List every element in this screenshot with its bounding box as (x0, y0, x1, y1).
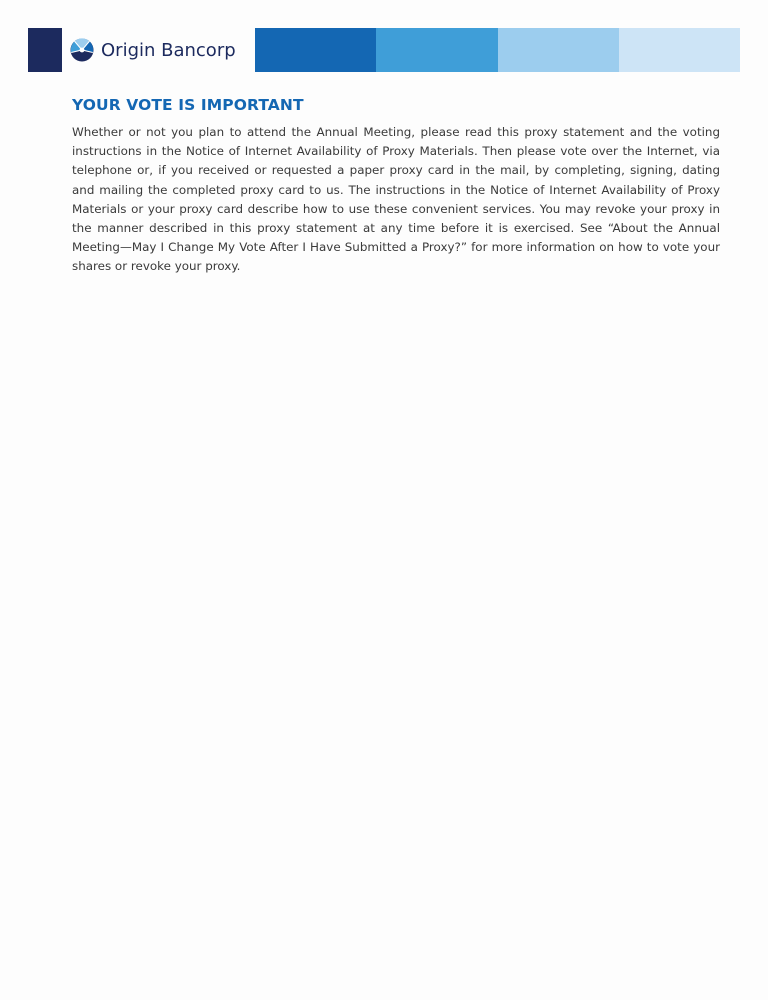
main-content (72, 96, 720, 277)
brand-logo (70, 36, 236, 64)
page-header (0, 0, 768, 80)
header-band-pale-blue (619, 28, 740, 72)
header-navy-tab (28, 28, 62, 72)
header-band-blue (255, 28, 376, 72)
header-color-bands (255, 28, 740, 72)
brand-name: Origin Bancorp (101, 39, 236, 61)
section-paragraph: Whether or not you plan to attend the Annual Meeting, please read this proxy statement and the voting instructions in the Notice of Internet Availability of Proxy Materials. Then please vote over the Internet, via telephone or, if you received or requested a paper proxy card in the mail, by completing, signing, dating and mailing the completed proxy card to us. The instructions in the Notice of Internet Availability of Proxy Materials or your proxy card describe how to use these convenient services. You may revoke your proxy in the manner described in this proxy statement at any time before it is exercised. See “About the Annual Meeting—May I Change My Vote After I Have Submitted a Proxy?” for more information on how to vote your shares or revoke your proxy. (72, 125, 720, 274)
section-heading: YOUR VOTE IS IMPORTANT (72, 96, 304, 114)
origin-logo-mark-icon (70, 38, 94, 62)
header-band-mid-blue (376, 28, 497, 72)
header-band-light-blue (498, 28, 619, 72)
